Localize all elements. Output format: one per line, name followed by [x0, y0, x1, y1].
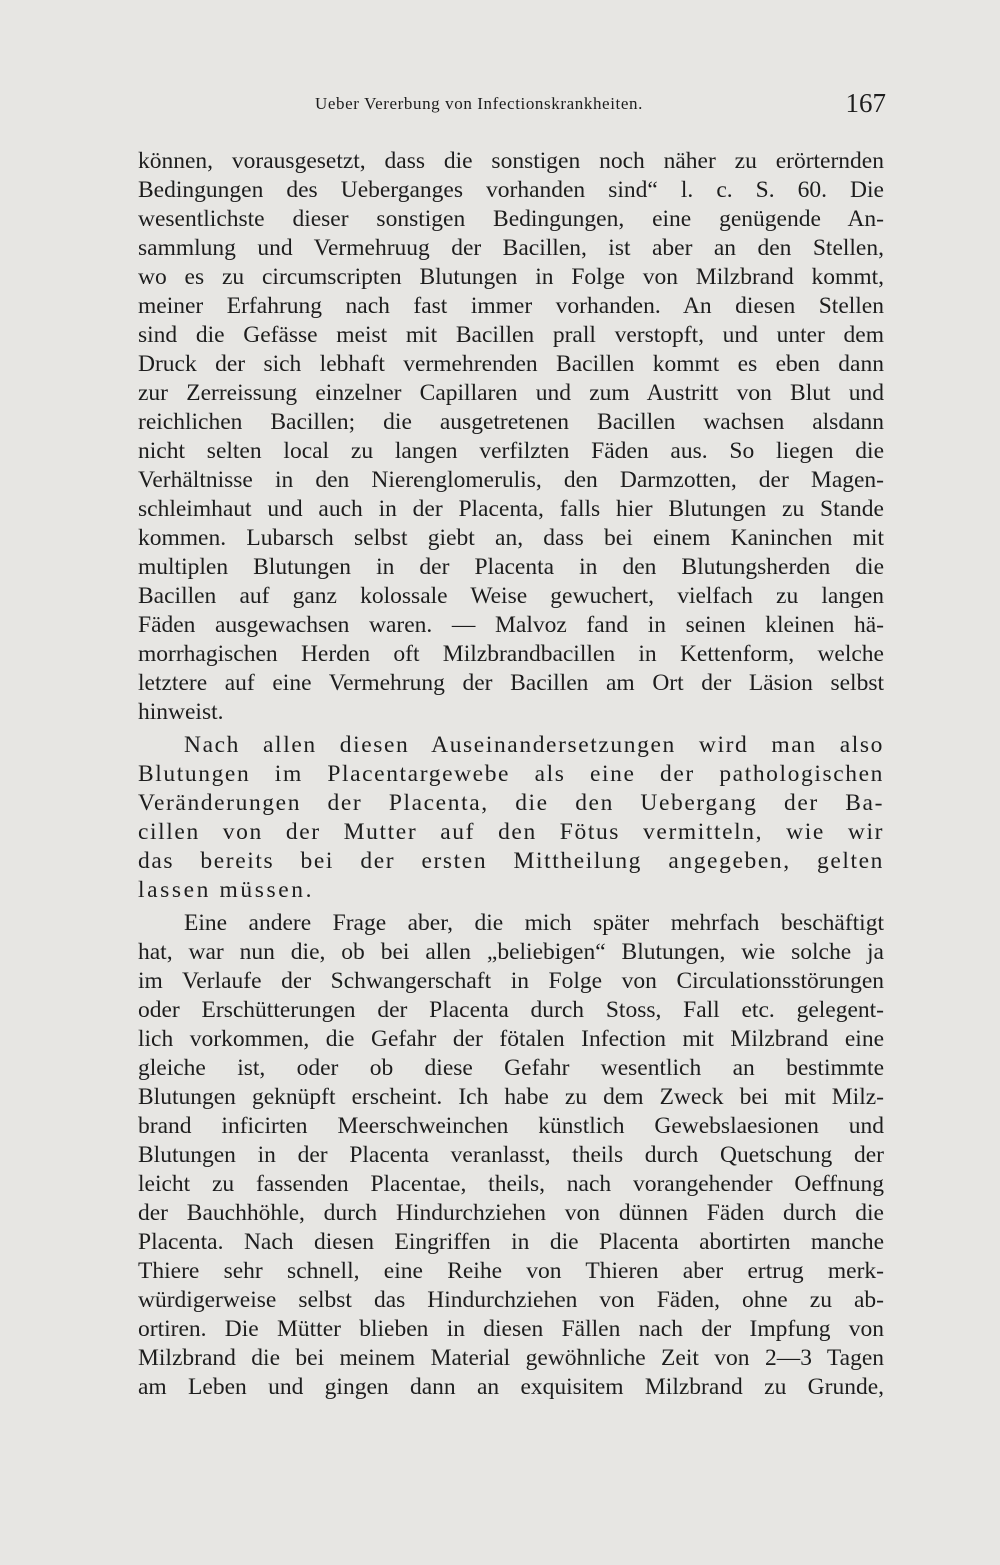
body-text: [138, 147, 884, 1402]
text-line: sammlung und Vermehruug der Bacillen, ist aber an den Stellen,: [138, 235, 884, 261]
text-line: Verhältnisse in den Nierenglomerulis, den Darmzotten, der Magen-: [138, 467, 884, 493]
text-line: Thiere sehr schnell, eine Reihe von Thieren aber ertrug merk-: [138, 1258, 884, 1284]
text-line: ortiren. Die Mütter blieben in diesen Fällen nach der Impfung von: [138, 1316, 884, 1342]
text-line: hat, war nun die, ob bei allen „beliebigen“ Blutungen, wie solche ja: [138, 939, 884, 965]
text-line: meiner Erfahrung nach fast immer vorhanden. An diesen Stellen: [138, 293, 884, 319]
text-line: Nach allen diesen Auseinandersetzungen wird man also: [184, 732, 884, 758]
text-line: wesentlichste dieser sonstigen Bedingungen, eine genügende An-: [138, 206, 884, 232]
text-line: reichlichen Bacillen; die ausgetretenen Bacillen wachsen alsdann: [138, 409, 884, 435]
text-line: Druck der sich lebhaft vermehrenden Bacillen kommt es eben dann: [138, 351, 884, 377]
text-line: Eine andere Frage aber, die mich später mehrfach beschäftigt: [184, 910, 884, 936]
text-line: Fäden ausgewachsen waren. — Malvoz fand in seinen kleinen hä-: [138, 612, 884, 638]
text-line: Bedingungen des Ueberganges vorhanden sind“ l. c. S. 60. Die: [138, 177, 884, 203]
running-head: [138, 88, 886, 128]
text-line: das bereits bei der ersten Mittheilung angegeben, gelten: [138, 848, 884, 874]
page-number: 167: [845, 88, 886, 118]
text-line: Blutungen im Placentargewebe als eine der pathologischen: [138, 761, 884, 787]
text-line: können, vorausgesetzt, dass die sonstigen noch näher zu erörternden: [138, 148, 884, 174]
text-line: cillen von der Mutter auf den Fötus vermitteln, wie wir: [138, 819, 884, 845]
text-line: Veränderungen der Placenta, die den Uebergang der Ba-: [138, 790, 884, 816]
text-line: gleiche ist, oder ob diese Gefahr wesentlich an bestimmte: [138, 1055, 884, 1081]
text-line: im Verlaufe der Schwangerschaft in Folge von Circulationsstörungen: [138, 968, 884, 994]
text-line: morrhagischen Herden oft Milzbrandbacillen in Kettenform, welche: [138, 641, 884, 667]
text-line: schleimhaut und auch in der Placenta, falls hier Blutungen zu Stande: [138, 496, 884, 522]
text-line: wo es zu circumscripten Blutungen in Folge von Milzbrand kommt,: [138, 264, 884, 290]
text-line: lich vorkommen, die Gefahr der fötalen Infection mit Milzbrand eine: [138, 1026, 884, 1052]
text-line: sind die Gefässe meist mit Bacillen prall verstopft, und unter dem: [138, 322, 884, 348]
text-line: brand inficirten Meerschweinchen künstlich Gewebslaesionen und: [138, 1113, 884, 1139]
text-line: zur Zerreissung einzelner Capillaren und zum Austritt von Blut und: [138, 380, 884, 406]
text-line: oder Erschütterungen der Placenta durch Stoss, Fall etc. gelegent-: [138, 997, 884, 1023]
text-line: Blutungen in der Placenta veranlasst, theils durch Quetschung der: [138, 1142, 884, 1168]
running-title: Ueber Vererbung von Infectionskrankheiten.: [315, 94, 643, 113]
text-line: leicht zu fassenden Placentae, theils, nach vorangehender Oeffnung: [138, 1171, 884, 1197]
text-line: lassen müssen.: [138, 877, 315, 903]
text-line: hinweist.: [138, 699, 224, 725]
text-line: der Bauchhöhle, durch Hindurchziehen von dünnen Fäden durch die: [138, 1200, 884, 1226]
text-line: kommen. Lubarsch selbst giebt an, dass bei einem Kaninchen mit: [138, 525, 884, 551]
text-line: multiplen Blutungen in der Placenta in den Blutungsherden die: [138, 554, 884, 580]
text-line: Milzbrand die bei meinem Material gewöhnliche Zeit von 2—3 Tagen: [138, 1345, 884, 1371]
text-line: würdigerweise selbst das Hindurchziehen von Fäden, ohne zu ab-: [138, 1287, 884, 1313]
text-line: letztere auf eine Vermehrung der Bacillen am Ort der Läsion selbst: [138, 670, 884, 696]
text-line: Placenta. Nach diesen Eingriffen in die Placenta abortirten manche: [138, 1229, 884, 1255]
text-line: Bacillen auf ganz kolossale Weise gewuchert, vielfach zu langen: [138, 583, 884, 609]
text-line: nicht selten local zu langen verfilzten Fäden aus. So liegen die: [138, 438, 884, 464]
text-line: am Leben und gingen dann an exquisitem Milzbrand zu Grunde,: [138, 1374, 884, 1400]
text-line: Blutungen geknüpft erscheint. Ich habe zu dem Zweck bei mit Milz-: [138, 1084, 884, 1110]
